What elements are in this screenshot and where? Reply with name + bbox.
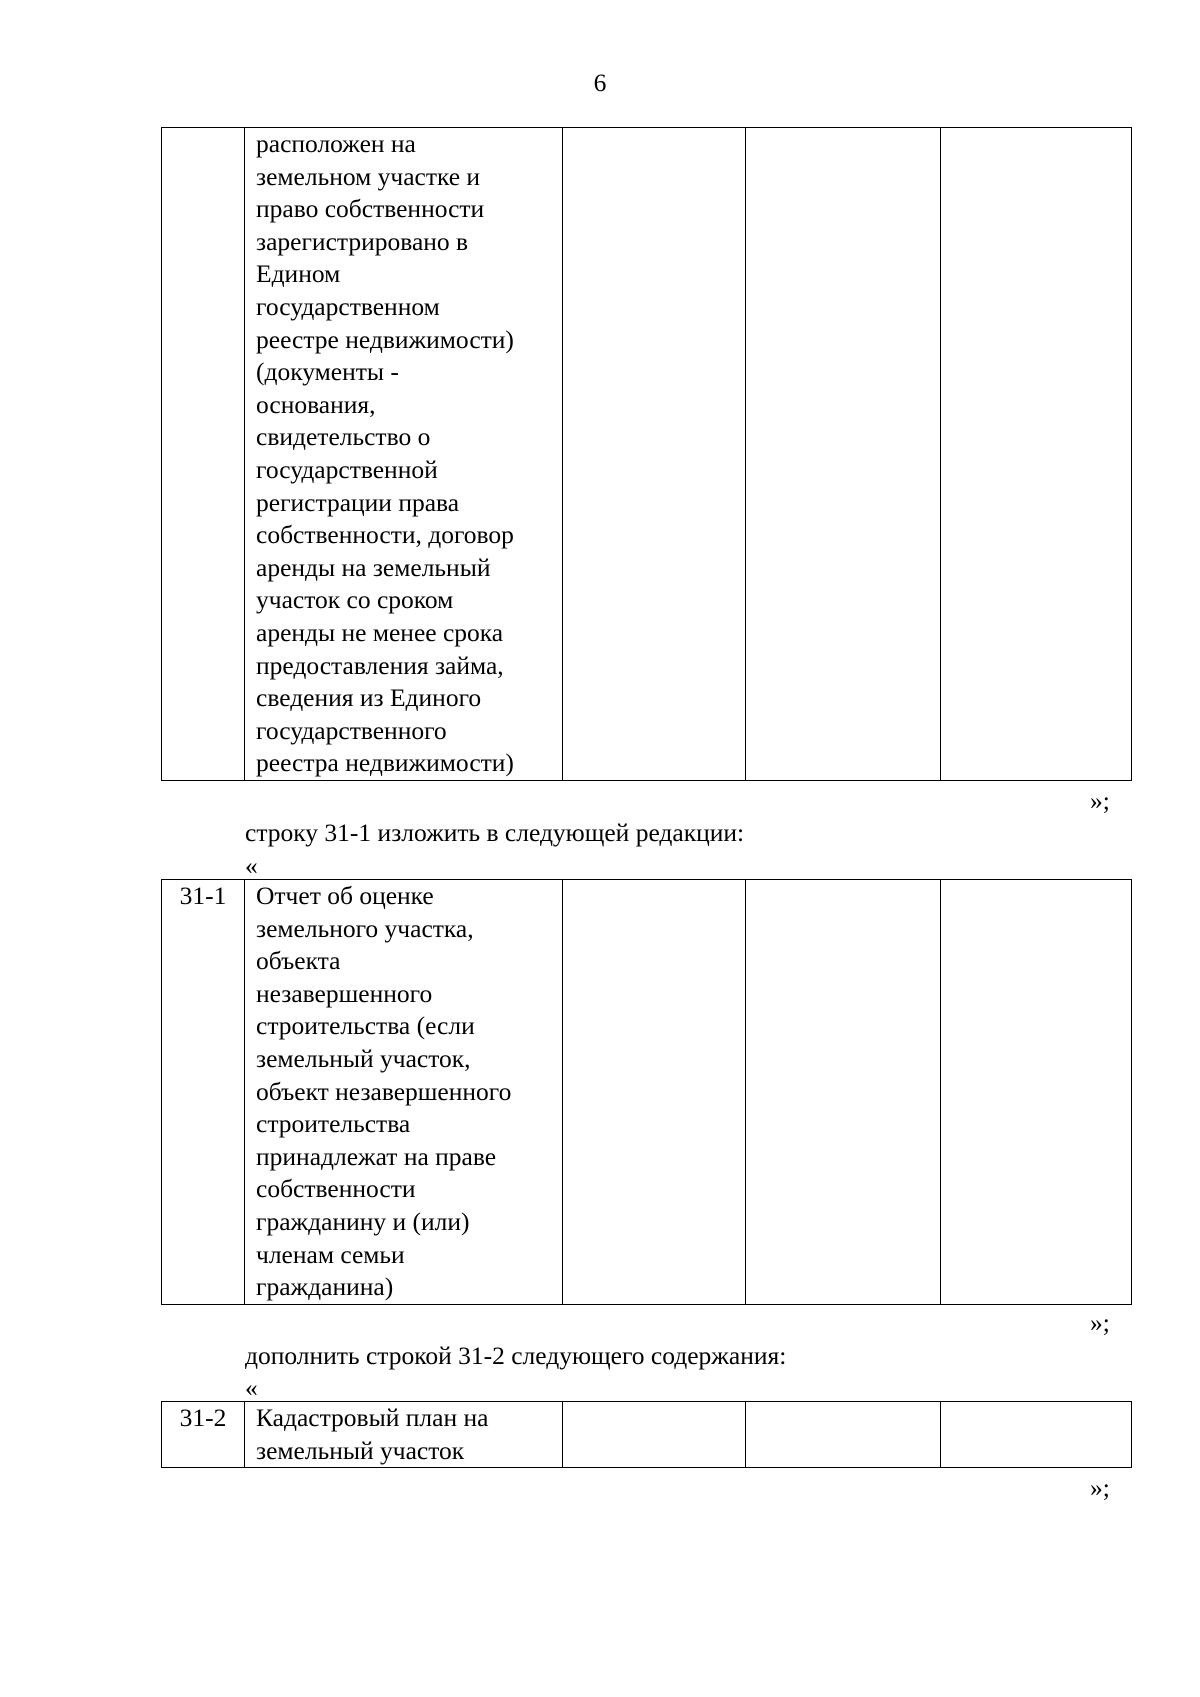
table-row-31-2 xyxy=(161,1401,1132,1468)
instruction-text: дополнить строкой 31-2 следующего содержания: xyxy=(245,1341,787,1370)
row-number-cell: 31-2 xyxy=(162,1402,245,1468)
empty-cell xyxy=(563,128,746,781)
table-continuation xyxy=(161,127,1132,781)
closing-quote: »; xyxy=(1090,1473,1110,1502)
closing-quote: »; xyxy=(1090,786,1110,815)
empty-cell xyxy=(941,880,1132,1305)
table-row xyxy=(162,1402,1132,1468)
table-row-31-1 xyxy=(161,879,1132,1305)
opening-quote: « xyxy=(245,1373,258,1402)
page-number: 6 xyxy=(593,68,607,97)
table-row xyxy=(162,880,1132,1305)
empty-cell xyxy=(563,1402,746,1468)
opening-quote: « xyxy=(245,851,258,880)
instruction-text: строку 31-1 изложить в следующей редакции: xyxy=(245,818,745,847)
row-document-cell: расположен на земельном участке и право собственности зарегистрировано в Едином государственном реестре недвижимости) (документы - основания, свидетельство о государственной регистрации права собственности, договор аренды на земельный участок со сроком аренды не менее срока предоставления займа, сведения из Единого государственного реестра недвижимости) xyxy=(245,128,563,781)
row-number-cell xyxy=(162,128,245,781)
empty-cell xyxy=(746,1402,941,1468)
empty-cell xyxy=(941,1402,1132,1468)
row-document-cell: Отчет об оценке земельного участка, объекта незавершенного строительства (если земельный участок, объект незавершенного строительства принадлежат на праве собственности гражданину и (или) членам семьи гражданина) xyxy=(245,880,563,1305)
empty-cell xyxy=(941,128,1132,781)
row-number-cell: 31-1 xyxy=(162,880,245,1305)
closing-quote: »; xyxy=(1090,1308,1110,1337)
empty-cell xyxy=(746,880,941,1305)
row-document-cell: Кадастровый план на земельный участок xyxy=(245,1402,563,1468)
empty-cell xyxy=(746,128,941,781)
table-row xyxy=(162,128,1132,781)
empty-cell xyxy=(563,880,746,1305)
